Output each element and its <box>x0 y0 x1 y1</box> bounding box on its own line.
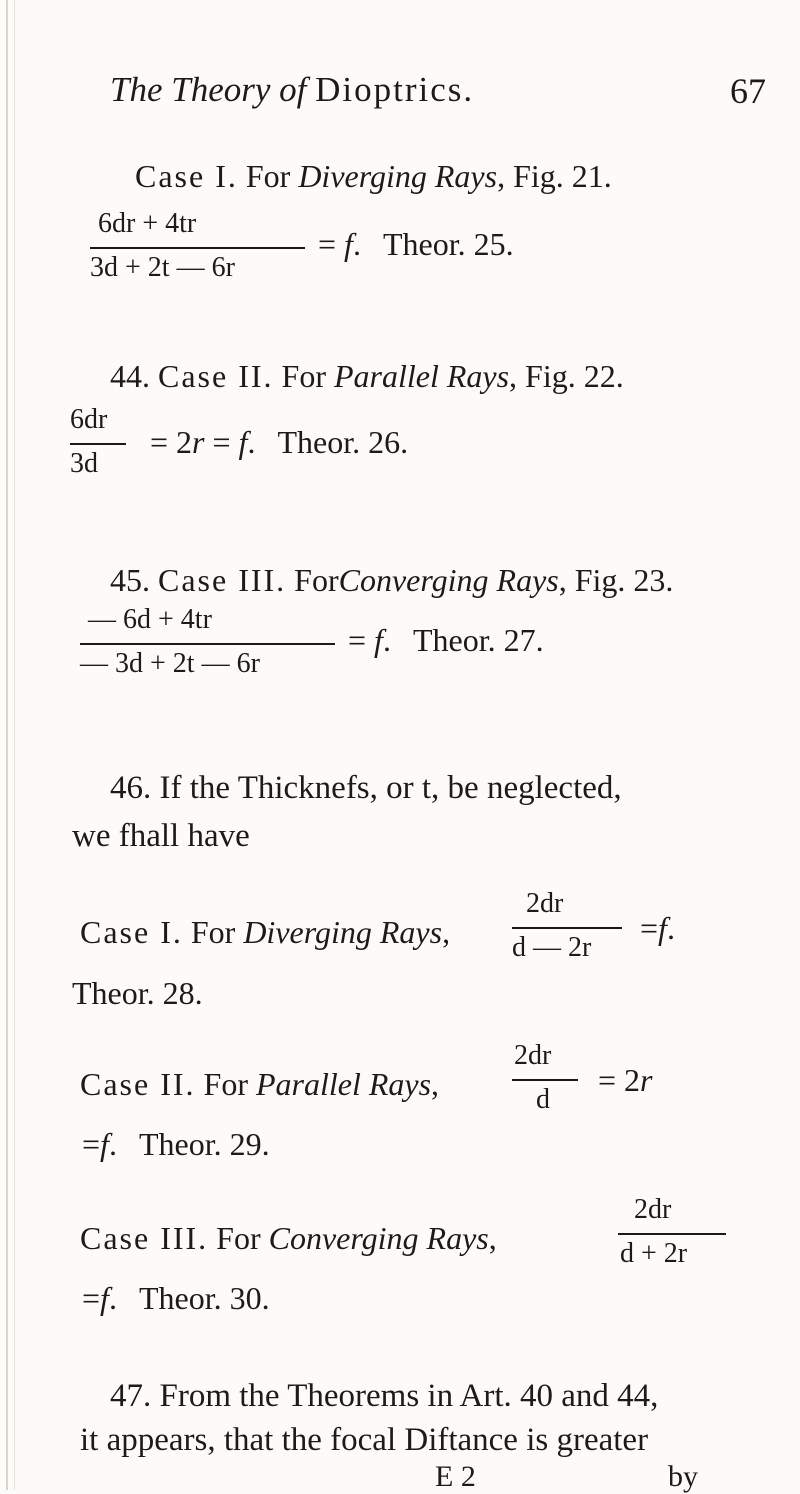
catchword: by <box>668 1460 698 1493</box>
fraction-denominator: d <box>536 1084 550 1115</box>
thin-case-ii-result: = 2r <box>598 1062 653 1098</box>
thin-case-ii-theor: =f. Theor. 29. <box>82 1126 270 1162</box>
thin-case-i-theor: Theor. 28. <box>72 975 203 1011</box>
header-caps: Dioptrics. <box>315 70 475 109</box>
page-binding-edge <box>6 0 8 1490</box>
para-46-line-2: we fhall have <box>72 818 250 854</box>
fraction-numerator: 2dr <box>526 888 564 919</box>
thin-case-ii-heading: Case II. For Parallel Rays, <box>80 1066 440 1102</box>
page-number: 67 <box>730 71 766 111</box>
fraction-bar <box>80 643 335 645</box>
fraction-denominator: 3d + 2t — 6r <box>90 252 235 283</box>
fraction-denominator: d + 2r <box>620 1238 688 1269</box>
thin-case-i-result: =f. <box>640 910 675 946</box>
fraction-numerator: — 6d + 4tr <box>88 604 212 635</box>
thin-case-iii-fraction <box>618 1194 738 1274</box>
case-i-result: = f. Theor. 25. <box>318 226 514 262</box>
fraction-numerator: 2dr <box>514 1040 552 1071</box>
header-italic: The Theory of <box>110 70 307 109</box>
signature-mark: E 2 <box>435 1460 476 1493</box>
case-ii-result: = 2r = f. Theor. 26. <box>150 424 409 460</box>
page-binding-edge <box>14 0 15 1490</box>
case-iii-result: = f. Theor. 27. <box>348 622 544 658</box>
thin-case-iii-theor: =f. Theor. 30. <box>82 1280 270 1316</box>
thin-case-ii-fraction <box>512 1040 592 1120</box>
fraction-bar <box>618 1233 726 1235</box>
fraction-bar <box>70 443 126 445</box>
case-i-heading: Case I. For Diverging Rays, Fig. 21. <box>135 158 612 194</box>
case-i-fraction <box>90 208 310 288</box>
case-iii-heading: 45. Case III. ForConverging Rays, Fig. 23. <box>110 562 674 598</box>
fraction-denominator: 3d <box>70 448 98 479</box>
para-47-line-1: 47. From the Theorems in Art. 40 and 44, <box>110 1378 659 1414</box>
thin-case-iii-heading: Case III. For Converging Rays, <box>80 1220 497 1256</box>
thin-case-i-fraction <box>512 888 632 968</box>
case-iii-fraction <box>80 604 340 684</box>
thin-case-i-heading: Case I. For Diverging Rays, <box>80 914 451 950</box>
fraction-denominator: — 3d + 2t — 6r <box>80 648 260 679</box>
fraction-denominator: d — 2r <box>512 932 592 963</box>
para-47-line-2: it appears, that the focal Diftance is greater <box>80 1422 649 1458</box>
running-header <box>110 70 474 110</box>
fraction-bar <box>90 247 305 249</box>
fraction-bar <box>512 927 622 929</box>
fraction-numerator: 6dr <box>70 404 108 435</box>
case-ii-fraction <box>70 404 140 484</box>
fraction-bar <box>512 1079 578 1081</box>
para-46-line-1: 46. If the Thicknefs, or t, be neglected, <box>110 770 622 806</box>
fraction-numerator: 6dr + 4tr <box>98 208 197 239</box>
case-ii-heading: 44. Case II. For Parallel Rays, Fig. 22. <box>110 358 624 394</box>
fraction-numerator: 2dr <box>634 1194 672 1225</box>
